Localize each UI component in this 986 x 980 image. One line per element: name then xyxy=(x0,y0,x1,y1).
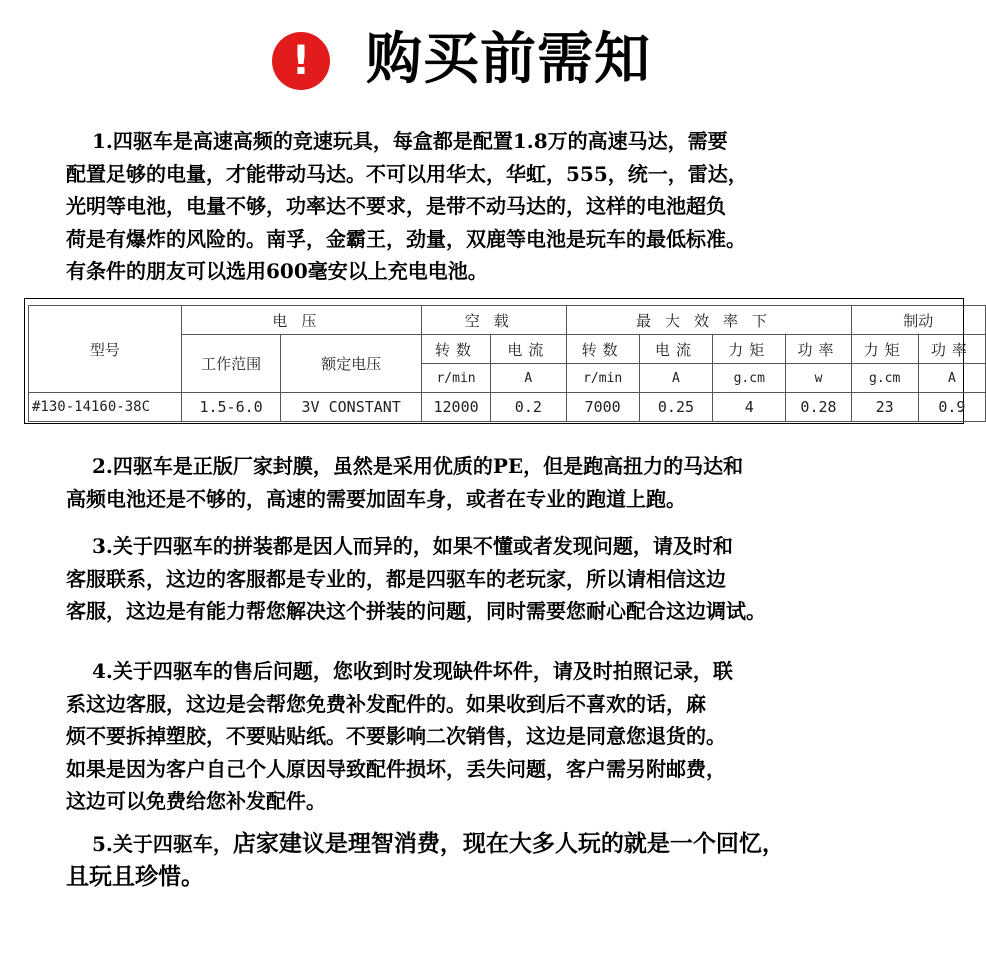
text-line: 荷是有爆炸的风险的。南孚，金霸王，劲量，双鹿等电池是玩车的最低标准。 xyxy=(66,226,746,251)
col-work-range-header: 工作范围 xyxy=(181,335,281,393)
notice-paragraph-4 xyxy=(66,655,946,818)
text-line: 4.关于四驱车的售后问题，您收到时发现缺件坏件，请及时拍照记录，联 xyxy=(92,659,733,683)
table-cell: 0.25 xyxy=(639,393,712,422)
table-cell: 3V CONSTANT xyxy=(281,393,422,422)
text-line: 客服，这边是有能力帮您解决这个拼装的问题，同时需要您耐心配合这边调试。 xyxy=(66,599,766,623)
text-line: 这边可以免费给您补发配件。 xyxy=(66,789,326,813)
col-power-header: 功率 xyxy=(918,335,985,364)
unit-cell: g.cm xyxy=(851,364,918,393)
page-title: 购买前需知 xyxy=(366,27,651,92)
table-cell: 0.9 xyxy=(918,393,985,422)
table-cell: 23 xyxy=(851,393,918,422)
table-cell: 0.2 xyxy=(491,393,566,422)
text-line: 2.四驱车是正版厂家封膜，虽然是采用优质的PE，但是跑高扭力的马达和 xyxy=(92,454,744,478)
text-line: 光明等电池，电量不够，功率达不要求，是带不动马达的，这样的电池超负 xyxy=(66,194,726,218)
col-rated-voltage-header: 额定电压 xyxy=(281,335,422,393)
table-header-row xyxy=(29,306,986,335)
text-line: 客服联系，这边的客服都是专业的，都是四驱车的老玩家，所以请相信这边 xyxy=(66,566,726,591)
unit-cell: A xyxy=(639,364,712,393)
col-power-header: 功率 xyxy=(786,335,851,364)
col-voltage-header: 电压 xyxy=(181,306,421,335)
table-cell: 0.28 xyxy=(786,393,851,422)
notice-paragraph-2 xyxy=(66,450,946,515)
motor-spec-table xyxy=(28,305,986,422)
col-speed-header: 转数 xyxy=(421,335,490,364)
col-brake-header: 制动 xyxy=(851,306,985,335)
table-row xyxy=(29,393,986,422)
text-line: 高频电池还是不够的，高速的需要加固车身，或者在专业的跑道上跑。 xyxy=(66,486,686,511)
col-torque-header: 力矩 xyxy=(851,335,918,364)
unit-cell: A xyxy=(918,364,985,393)
col-current-header: 电流 xyxy=(491,335,566,364)
paragraph-5-emphasis: 店家建议是理智消费，现在大多人玩的就是一个回忆， xyxy=(232,830,785,857)
unit-cell: w xyxy=(786,364,851,393)
header xyxy=(0,18,980,98)
table-cell: 12000 xyxy=(421,393,490,422)
col-current-header: 电流 xyxy=(639,335,712,364)
motor-spec-table-frame xyxy=(24,298,973,424)
text-line: 3.关于四驱车的拼装都是因人而异的，如果不懂或者发现问题，请及时和 xyxy=(92,534,733,558)
text-line: 且玩且珍惜。 xyxy=(66,862,204,890)
exclamation-icon: ! xyxy=(272,32,330,90)
paragraph-5-prefix: 5.关于四驱车， xyxy=(92,832,233,856)
col-torque-header: 力矩 xyxy=(713,335,786,364)
col-speed-header: 转数 xyxy=(566,335,639,364)
unit-cell: g.cm xyxy=(713,364,786,393)
text-line: 有条件的朋友可以选用600毫安以上充电电池。 xyxy=(66,259,488,283)
text-line: 系这边客服，这边是会帮您免费补发配件的。如果收到后不喜欢的话，麻 xyxy=(66,691,706,716)
col-model-header: 型号 xyxy=(29,306,182,393)
notice-paragraph-5 xyxy=(66,828,946,893)
notice-paragraph-3 xyxy=(66,530,946,628)
text-line xyxy=(66,828,946,861)
table-cell: 1.5-6.0 xyxy=(181,393,281,422)
col-max-efficiency-header: 最大效率下 xyxy=(566,306,851,335)
col-no-load-header: 空载 xyxy=(421,306,566,335)
text-line: 1.四驱车是高速高频的竞速玩具，每盒都是配置1.8万的高速马达，需要 xyxy=(92,129,728,153)
text-line: 烦不要拆掉塑胶，不要贴贴纸。不要影响二次销售，这边是同意您退货的。 xyxy=(66,724,726,748)
unit-cell: r/min xyxy=(566,364,639,393)
text-line: 配置足够的电量，才能带动马达。不可以用华太，华虹，555，统一，雷达， xyxy=(66,161,748,186)
table-cell: 7000 xyxy=(566,393,639,422)
table-cell-model: #130-14160-38C xyxy=(29,393,182,422)
unit-cell: r/min xyxy=(421,364,490,393)
text-line: 如果是因为客户自己个人原因导致配件损坏，丢失问题，客户需另附邮费， xyxy=(66,756,726,781)
notice-paragraph-1 xyxy=(66,125,946,288)
unit-cell: A xyxy=(491,364,566,393)
table-cell: 4 xyxy=(713,393,786,422)
